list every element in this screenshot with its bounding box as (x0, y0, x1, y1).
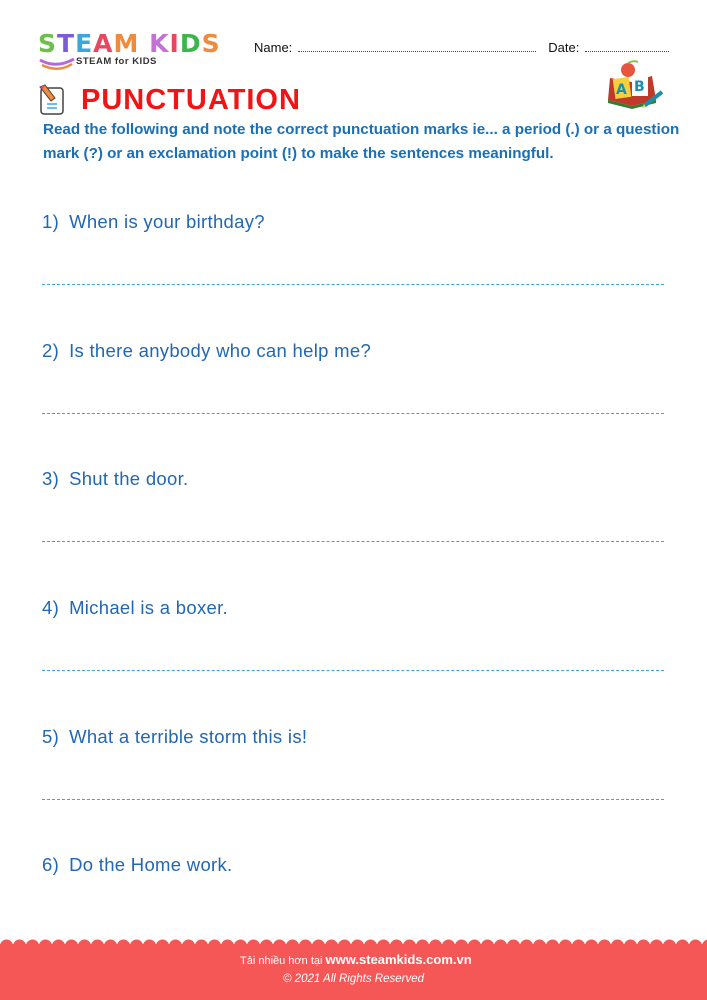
answer-line[interactable] (42, 670, 664, 671)
logo-wordmark (38, 31, 238, 57)
question-number: 1) (42, 211, 60, 232)
logo-letter: K (149, 29, 170, 58)
svg-text:B: B (634, 79, 645, 95)
question-item (42, 468, 188, 490)
instructions-text: Read the following and note the correct punctuation marks ie... a period (.) or a question mark (?) or an exclamation point (!) to make the sentences meaningful. (43, 121, 680, 162)
page-title: PUNCTUATION (81, 84, 301, 116)
question-item (42, 211, 265, 233)
question-text: Do the Home work. (69, 854, 233, 875)
question-text: Is there anybody who can help me? (69, 340, 372, 361)
question-item (42, 854, 233, 876)
logo-letter: S (38, 29, 58, 58)
footer-prefix: Tải nhiều hơn tại (240, 955, 326, 967)
logo-letter: I (169, 29, 180, 58)
question-text: Michael is a boxer. (69, 597, 228, 618)
question-number: 4) (42, 597, 60, 618)
question-item (42, 726, 307, 748)
answer-line[interactable] (42, 413, 664, 414)
answer-line[interactable] (42, 541, 664, 542)
name-field[interactable] (298, 42, 536, 52)
question-text: Shut the door. (69, 468, 189, 489)
logo-letter: E (75, 29, 94, 58)
footer-url-link[interactable]: www.steamkids.com.vn (325, 952, 472, 967)
footer-copyright: © 2021 All Rights Reserved (283, 973, 425, 985)
abc-book-apple-icon (604, 60, 664, 110)
date-field[interactable] (585, 42, 669, 52)
question-item (42, 597, 228, 619)
svg-text:A: A (616, 82, 627, 98)
date-label: Date: (548, 40, 580, 55)
logo-letter: T (57, 29, 76, 58)
question-number: 5) (42, 726, 60, 747)
logo-swoosh-icon (38, 57, 76, 71)
logo-letter: S (201, 29, 221, 58)
pencil-paper-icon (37, 84, 67, 116)
title-row (37, 82, 301, 118)
logo-letter: M (113, 29, 140, 58)
answer-line[interactable] (42, 284, 664, 285)
logo-subtitle: STEAM for KIDS (76, 56, 157, 67)
name-date-row (254, 40, 669, 55)
footer-link-line (240, 952, 472, 967)
logo-letter: D (179, 29, 202, 58)
answer-line[interactable] (42, 799, 664, 800)
question-text: When is your birthday? (69, 211, 265, 232)
question-number: 3) (42, 468, 60, 489)
question-item (42, 340, 371, 362)
name-label: Name: (254, 40, 293, 55)
logo-letter (139, 29, 149, 58)
question-number: 6) (42, 854, 60, 875)
question-number: 2) (42, 340, 60, 361)
question-text: What a terrible storm this is! (69, 726, 308, 747)
logo-letter: A (93, 29, 114, 58)
steam-kids-logo (38, 31, 238, 73)
